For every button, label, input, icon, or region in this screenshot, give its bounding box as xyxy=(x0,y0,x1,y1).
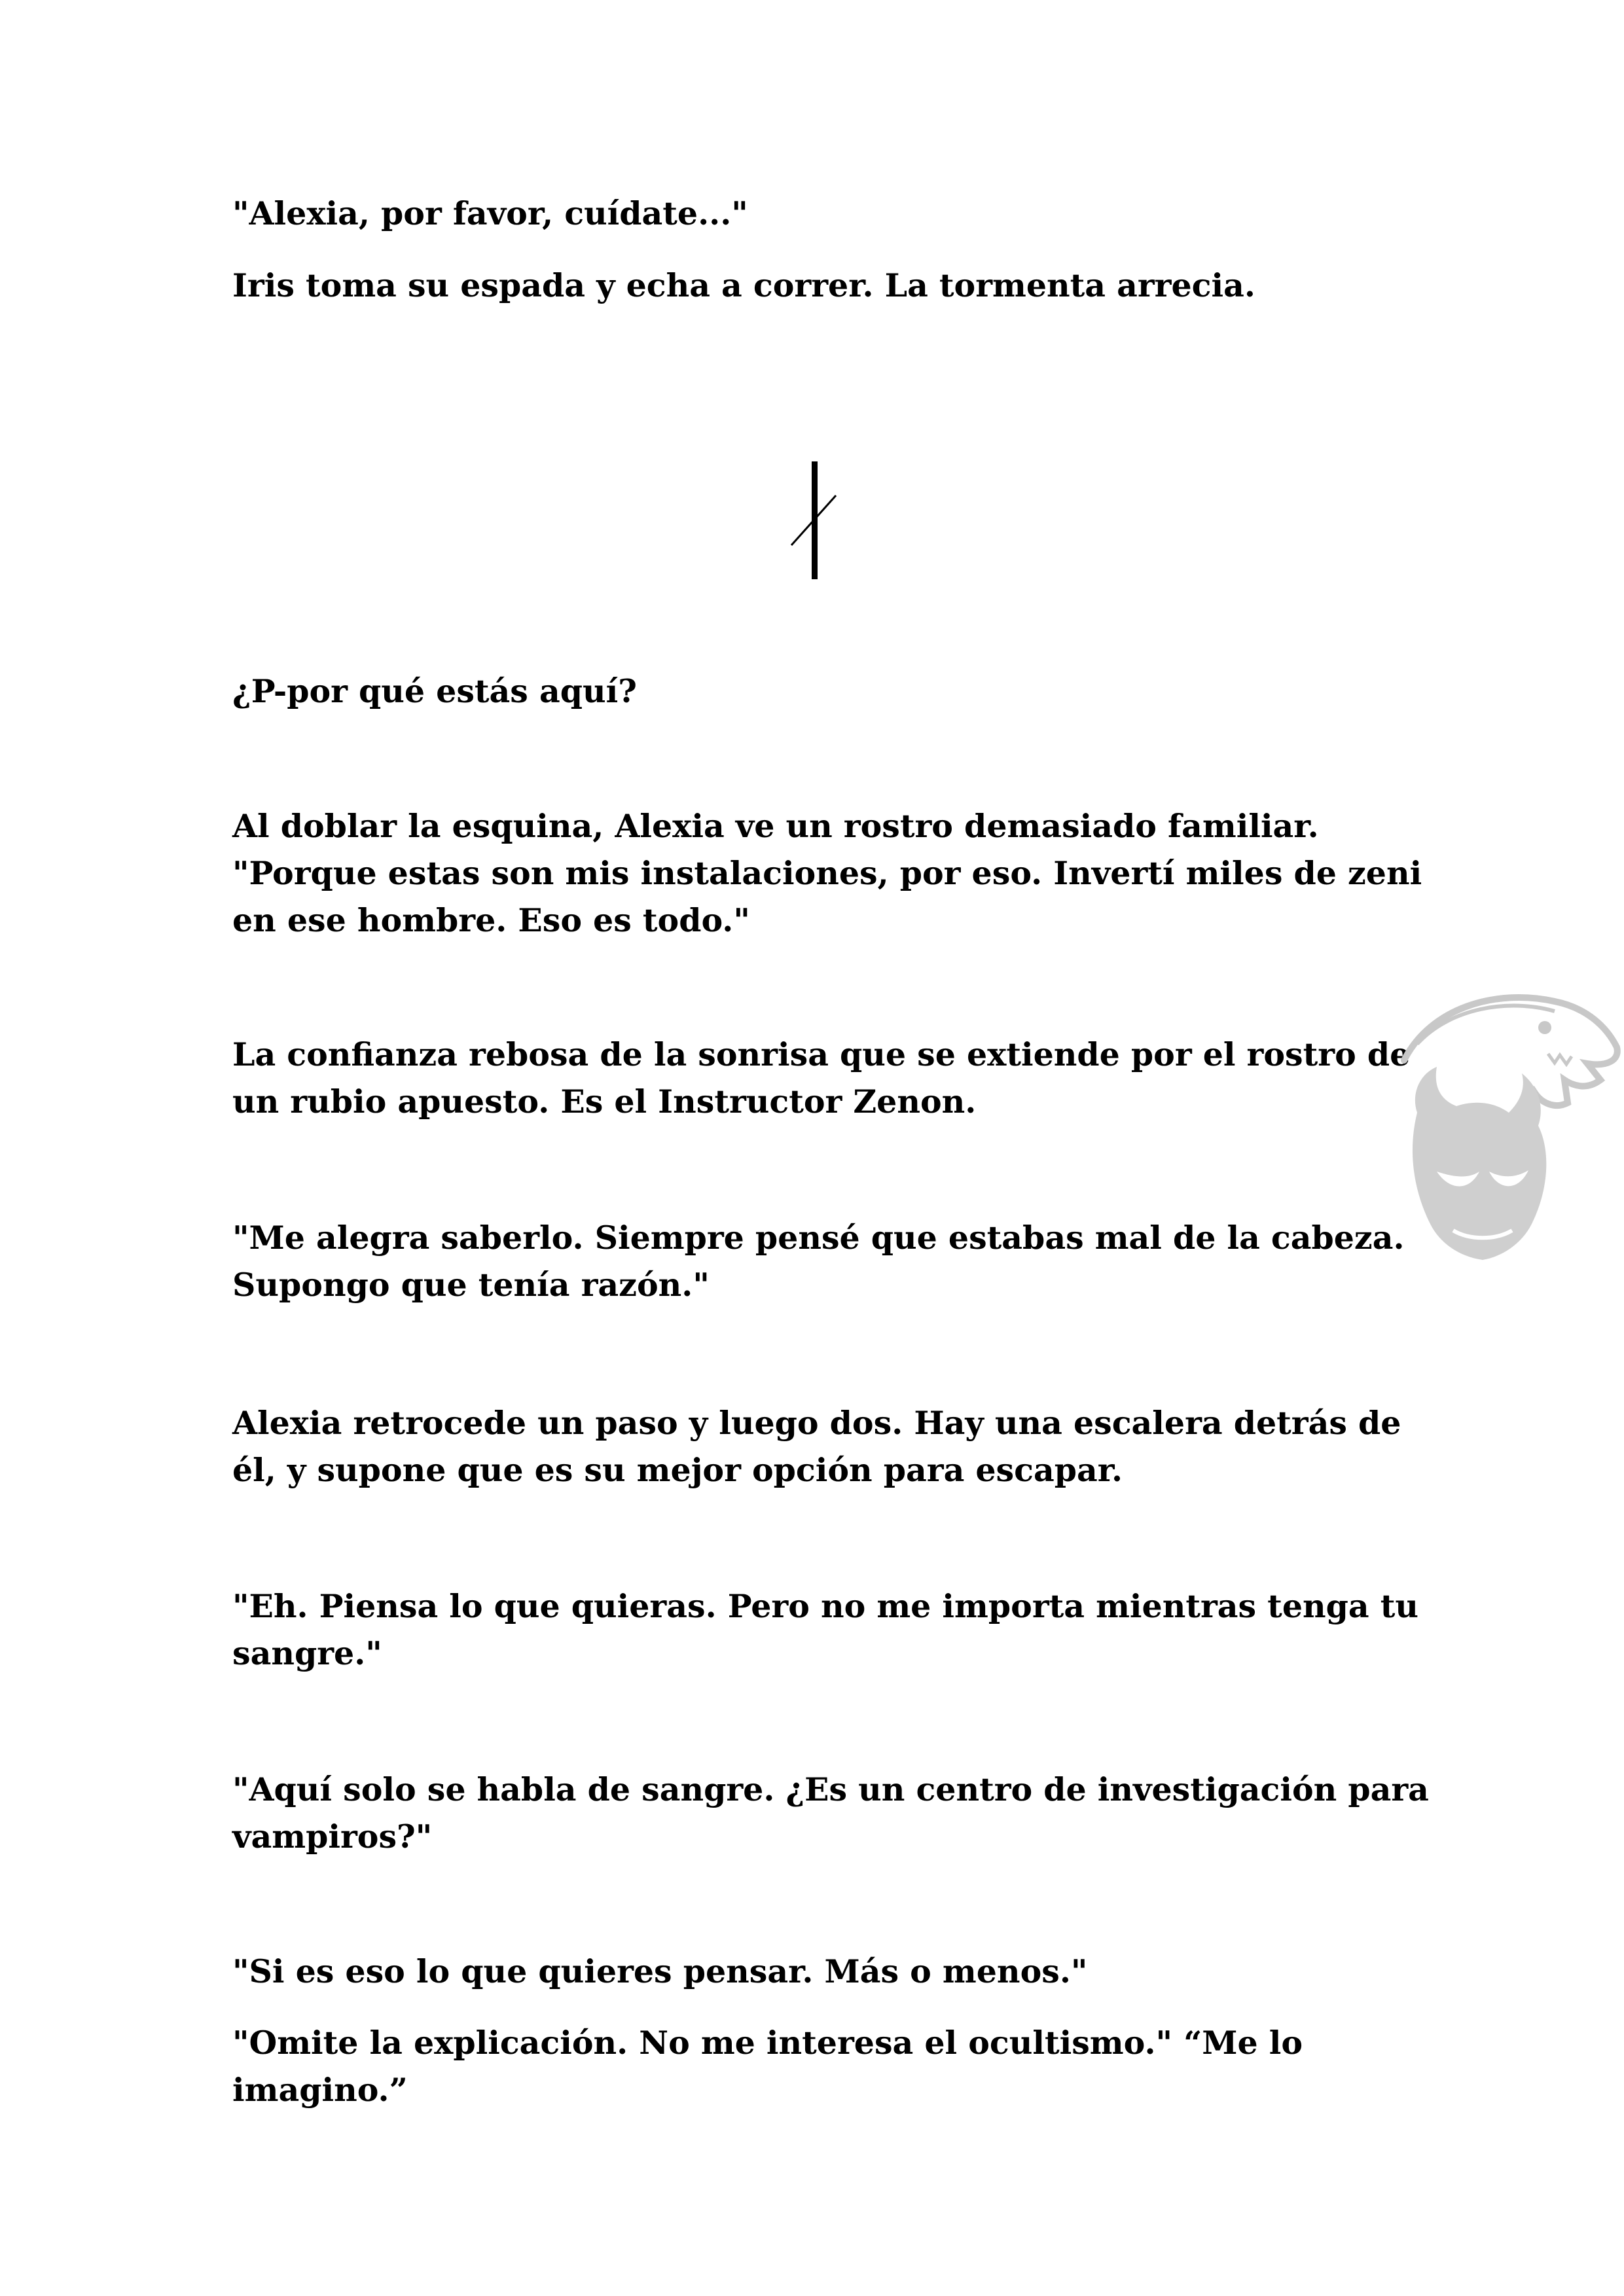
paragraph-9: "Aquí solo se habla de sangre. ¿Es un centro de investigación para vampiros?" xyxy=(232,1770,1429,1856)
paragraph-2: Iris toma su espada y echa a correr. La tormenta arrecia. xyxy=(232,266,1255,304)
paragraph-3: ¿P-por qué estás aquí? xyxy=(232,672,637,710)
scene-break-slash-icon xyxy=(782,461,848,579)
paragraph-1: "Alexia, por favor, cuídate..." xyxy=(232,194,748,232)
paragraph-11: "Omite la explicación. No me interesa el ocultismo." “Me lo imagino.” xyxy=(232,2024,1303,2109)
dinosaur-devil-watermark-icon xyxy=(1391,982,1624,1302)
paragraph-7: Alexia retrocede un paso y luego dos. Hay una escalera detrás de él, y supone que es su mejor opción para escapar. xyxy=(232,1404,1401,1489)
paragraph-6: "Me alegra saberlo. Siempre pensé que estabas mal de la cabeza. Supongo que tenía razón." xyxy=(232,1219,1405,1304)
paragraph-4: Al doblar la esquina, Alexia ve un rostro demasiado familiar. "Porque estas son mis instalaciones, por eso. Invertí miles de zeni en ese hombre. Eso es todo." xyxy=(232,807,1422,939)
paragraph-8: "Eh. Piensa lo que quieras. Pero no me importa mientras tenga tu sangre." xyxy=(232,1587,1418,1672)
paragraph-10: "Si es eso lo que quieres pensar. Más o menos." xyxy=(232,1952,1088,1990)
paragraph-5: La confianza rebosa de la sonrisa que se extiende por el rostro de un rubio apuesto. Es el Instructor Zenon. xyxy=(232,1035,1411,1121)
